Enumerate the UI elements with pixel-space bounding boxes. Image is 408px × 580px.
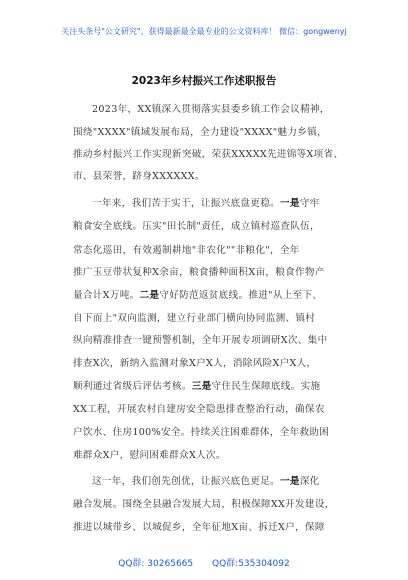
paragraph-line	[73, 403, 325, 417]
line-text: 排查X次，新纳入监测对象X户X人，消除风险X户X人，	[73, 358, 317, 369]
emphasis-label: 一是	[279, 198, 300, 209]
paragraph-line	[73, 220, 320, 234]
line-text: 难群众X户，慰问困难群众X人次。	[73, 450, 226, 461]
line-text: 这一年，我们创先创优，让振兴底色更足。	[92, 476, 280, 487]
paragraph-line	[73, 244, 300, 258]
paragraph-line	[73, 148, 343, 162]
line-text: 2023年，XX镇深入贯彻落实县委乡镇工作会议精神，	[92, 104, 330, 115]
line-text: 量合计X万吨。	[73, 290, 140, 301]
line-text: 市、县荣誉，跻身XXXXXX。	[73, 171, 205, 182]
line-text-continued: 守住民生保障底线。实施	[211, 381, 321, 392]
emphasis-label: 一是	[279, 476, 300, 487]
paragraph-line	[73, 521, 325, 535]
line-text: 自下而上"双向监测，建立行业部门横向协同监测、镇村	[73, 313, 316, 324]
line-text-continued: 深化	[299, 476, 320, 487]
paragraph-line	[73, 334, 327, 348]
line-text: 一年来，我们苦于实干，让振兴底盘更稳。	[92, 198, 280, 209]
line-text: 推广玉豆带状复种X余亩，粮食播种面积X亩，粮食作物产	[73, 267, 325, 278]
footer-qq-group-2: QQ群:535304092	[212, 559, 290, 569]
line-text: 纵向精准排查一键预警机制，全年开展专项调研X次、集中	[73, 335, 328, 346]
line-text-continued: 守好防范返贫底线。推进"从上至下、	[159, 290, 323, 301]
paragraph-line	[92, 475, 320, 489]
line-text: 围绕"XXXX"镇域发展布局，全力建设"XXXX"魅力乡镇，	[73, 127, 327, 138]
paragraph-line	[73, 266, 325, 280]
line-text: 融合发展。围绕全县融合发展大局，积极保障XX开发建设，	[73, 499, 335, 510]
page-header-notice: 关注头条号"公文研究"，获得最新最全最专业的公文资料库！ 微信：gongwenyj	[61, 27, 347, 36]
line-text: 常态化巡田，有效遏制耕地"非农化""非粮化"，全年	[73, 245, 300, 256]
paragraph-line	[73, 426, 329, 440]
document-title: 2023年乡村振兴工作述职报告	[131, 75, 277, 87]
emphasis-label: 三是	[191, 381, 212, 392]
paragraph-line	[73, 498, 335, 512]
paragraph-line	[73, 380, 320, 394]
line-text: 户饮水、住房100%安全。持续关注困难群体，全年救助困	[73, 427, 330, 438]
paragraph-line	[73, 449, 226, 463]
line-text: 粮食安全底线。压实"田长制"责任，成立镇村巡查队伍，	[73, 221, 320, 232]
paragraph-line	[73, 170, 205, 184]
line-text-continued: 守牢	[299, 198, 320, 209]
emphasis-label: 二是	[139, 290, 160, 301]
footer-qq-group-1: QQ群: 30265665	[118, 559, 194, 569]
line-text: 顺利通过省级后评估考核。	[73, 381, 192, 392]
paragraph-line	[92, 197, 320, 211]
paragraph-line	[73, 312, 315, 326]
paragraph-line	[92, 103, 330, 117]
line-text: XX工程，开展农村自建房安全隐患排查整治行动，确保农	[73, 404, 325, 415]
paragraph-line	[73, 357, 316, 371]
paragraph-line	[73, 126, 327, 140]
line-text: 推动乡村振兴工作实现新突破，荣获XXXXX先进锦等X项省、	[73, 149, 344, 160]
paragraph-line	[73, 289, 322, 303]
line-text: 推进以城带乡、以城促乡，全年征地X亩、拆迁X户，保障	[73, 522, 325, 533]
page-footer	[0, 556, 408, 569]
